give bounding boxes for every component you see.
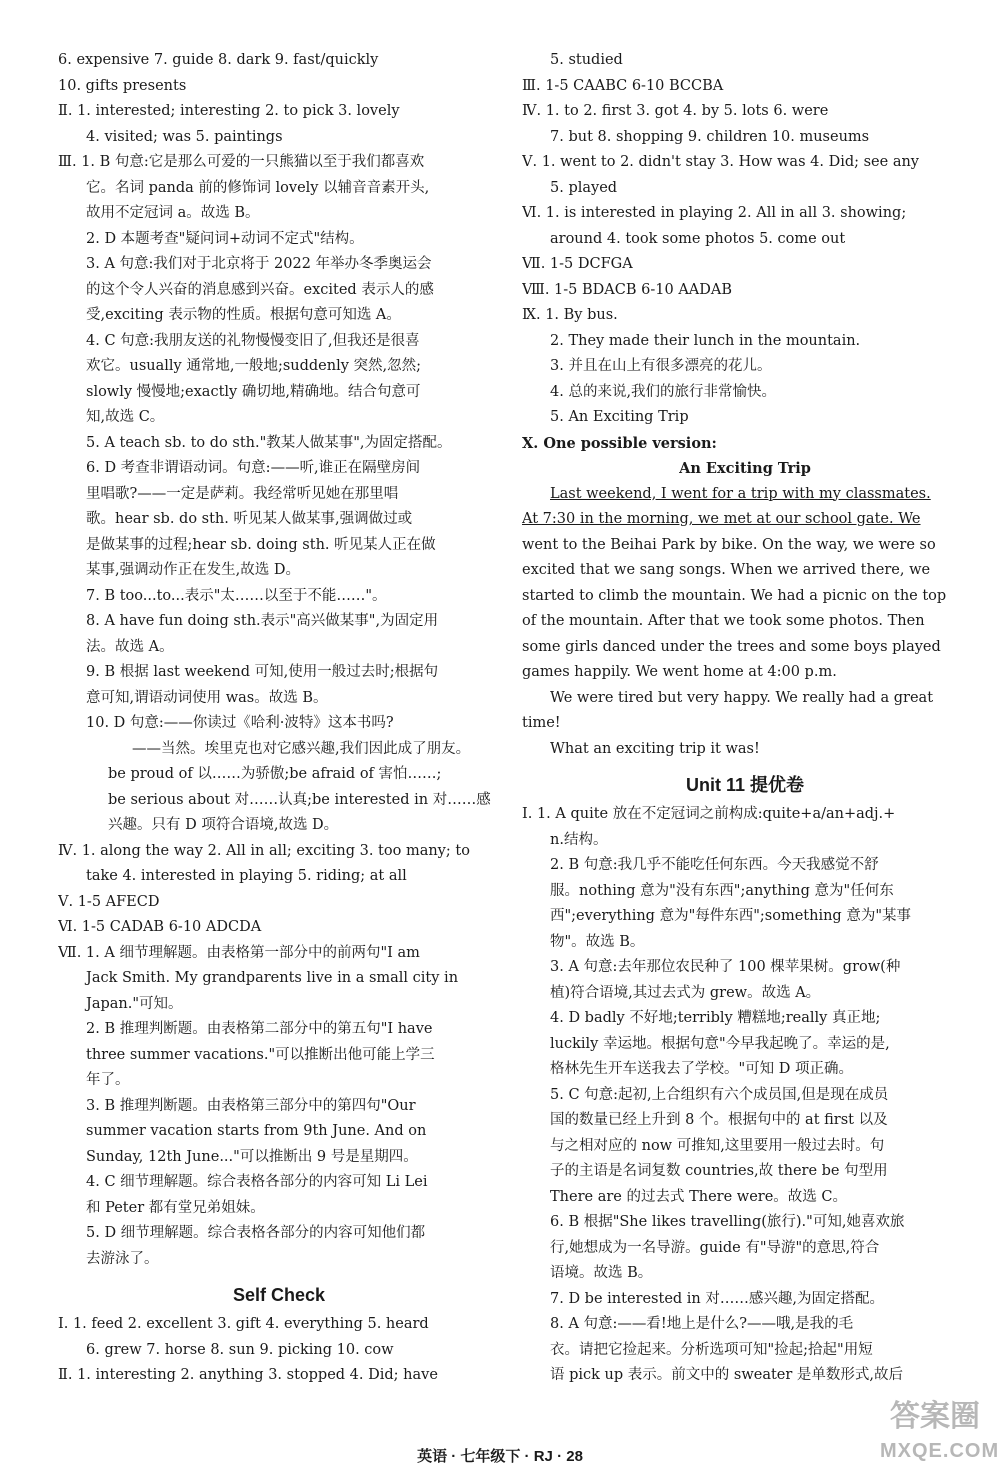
- text-line: 语 pick up 表示。前文中的 sweater 是单数形式,故后: [550, 1367, 904, 1383]
- section-heading: Ⅵ. 1-5 CADAB 6-10 ADCDA: [58, 919, 262, 935]
- text-line: 语境。故选 B。: [550, 1265, 653, 1281]
- essay-line: of the mountain. After that we took some photos. Then: [522, 613, 925, 629]
- text-line: 7. but 8. shopping 9. children 10. museums: [550, 128, 870, 145]
- text-line: three summer vacations."可以推断出他可能上学三: [86, 1046, 435, 1063]
- text-line: 行,她想成为一名导游。guide 有"导游"的意思,符合: [550, 1239, 880, 1256]
- text-line: summer vacation starts from 9th June. And on: [86, 1123, 427, 1139]
- text-line: 西";everything 意为"每件东西";something 意为"某事: [550, 908, 911, 924]
- text-line: n.结构。: [550, 831, 608, 848]
- section-heading: Ⅳ. 1. to 2. first 3. got 4. by 5. lots 6. were: [522, 103, 829, 119]
- text-line: 格林先生开车送我去了学校。"可知 D 项正确。: [550, 1061, 854, 1077]
- essay-line: What an exciting trip it was!: [550, 740, 760, 757]
- text-line: 7. B too...to...表示"太……以至于不能……"。: [86, 587, 387, 604]
- text-line: 6. B 根据"She likes travelling(旅行)."可知,她喜欢旅: [550, 1214, 905, 1230]
- section-heading: Ⅴ. 1-5 AFECD: [58, 893, 160, 910]
- text-line: 6. D 考查非谓语动词。句意:——听,谁正在隔壁房间: [86, 460, 421, 476]
- text-line: 去游泳了。: [86, 1250, 159, 1267]
- text-line: take 4. interested in playing 5. riding; at all: [86, 868, 407, 884]
- watermark-text: 答案圈: [890, 1400, 980, 1433]
- text-line: 意可知,谓语动词使用 was。故选 B。: [86, 689, 328, 706]
- text-line: There are 的过去式 There were。故选 C。: [550, 1188, 848, 1205]
- text-line: 5. C 句意:起初,上合组织有六个成员国,但是现在成员: [550, 1086, 889, 1103]
- left-column: [58, 48, 500, 1389]
- section-heading: Ⅹ. One possible version:: [522, 434, 717, 452]
- text-line: 欢它。usually 通常地,一般地;suddenly 突然,忽然;: [86, 358, 422, 374]
- text-line: 4. visited; was 5. paintings: [86, 128, 283, 145]
- text-line: 和 Peter 都有堂兄弟姐妹。: [86, 1199, 265, 1216]
- text-line: 是做某事的过程;hear sb. doing sth. 听见某人正在做: [86, 536, 436, 553]
- text-line: 8. A have fun doing sth.表示"高兴做某事",为固定用: [86, 613, 439, 629]
- text-line: ——当然。埃里克也对它感兴趣,我们因此成了朋友。: [132, 740, 471, 757]
- section-heading: Ⅶ. 1-5 DCFGA: [522, 256, 633, 272]
- text-line: 兴趣。只有 D 项符合语境,故选 D。: [108, 817, 339, 833]
- text-line: slowly 慢慢地;exactly 确切地,精确地。结合句意可: [86, 383, 421, 400]
- text-line: luckily 幸运地。根据句意"今早我起晚了。幸运的是,: [550, 1035, 890, 1052]
- text-line: 植)符合语境,其过去式为 grew。故选 A。: [550, 984, 821, 1001]
- essay-line: [522, 507, 968, 533]
- text-line: 国的数量已经上升到 8 个。根据句中的 at first 以及: [550, 1112, 888, 1128]
- essay-line: started to climb the mountain. We had a picnic on the top: [522, 587, 947, 604]
- text-line: 6. expensive 7. guide 8. dark 9. fast/quickly: [58, 52, 379, 68]
- text-line: 服。nothing 意为"没有东西";anything 意为"任何东: [550, 882, 894, 899]
- essay-line: excited that we sang songs. When we arrived there, we: [522, 562, 931, 578]
- page-footer: 英语 · 七年级下 · RJ · 28: [417, 1448, 583, 1465]
- text-line: 2. D 本题考查"疑问词+动词不定式"结构。: [86, 230, 364, 247]
- text-line: around 4. took some photos 5. come out: [550, 230, 846, 247]
- essay-line: went to the Beihai Park by bike. On the way, we were so: [522, 536, 936, 553]
- section-heading: Ⅸ. 1. By bus.: [522, 307, 618, 323]
- text-line: 10. D 句意:——你读过《哈利·波特》这本书吗?: [86, 715, 394, 731]
- essay-line: We were tired but very happy. We really had a great: [550, 689, 934, 706]
- text-line: 4. 总的来说,我们的旅行非常愉快。: [550, 383, 777, 400]
- right-column: [522, 48, 968, 1389]
- text-line: 知,故选 C。: [86, 409, 165, 425]
- text-line: 9. B 根据 last weekend 可知,使用一般过去时;根据句: [86, 664, 439, 680]
- section-heading: Ⅵ. 1. is interested in playing 2. All in all 3. showing;: [522, 205, 907, 221]
- text-line: 某事,强调动作正在发生,故选 D。: [86, 562, 300, 578]
- essay-line: games happily. We went home at 4:00 p.m.: [522, 664, 837, 680]
- section-title: Self Check: [232, 1285, 326, 1305]
- text-line: 物"。故选 B。: [550, 933, 645, 950]
- essay-line: some girls danced under the trees and some boys played: [522, 638, 941, 655]
- section-heading: Ⅲ. 1-5 CAABC 6-10 BCCBA: [522, 77, 724, 94]
- text-line: 5. played: [550, 179, 618, 196]
- section-heading: Ⅱ. 1. interested; interesting 2. to pick 3. lovely: [58, 103, 400, 119]
- text-line: 10. gifts presents: [58, 77, 187, 94]
- section-heading: Ⅷ. 1-5 BDACB 6-10 AADAB: [522, 281, 733, 298]
- text-line: 2. B 句意:我几乎不能吃任何东西。今天我感觉不舒: [550, 857, 879, 873]
- text-line: be serious about 对……认真;be interested in 对……感: [108, 791, 491, 808]
- text-line: 它。名词 panda 前的修饰词 lovely 以辅音音素开头,: [86, 179, 430, 196]
- text-line: 受,exciting 表示物的性质。根据句意可知选 A。: [86, 307, 401, 323]
- text-line: Jack Smith. My grandparents live in a small city in: [86, 970, 459, 986]
- text-line: 8. A 句意:——看!地上是什么?——哦,是我的毛: [550, 1316, 854, 1332]
- section-heading: Ⅶ. 1. A 细节理解题。由表格第一部分中的前两句"I am: [58, 944, 420, 961]
- text-line: 子的主语是名词复数 countries,故 there be 句型用: [550, 1163, 888, 1179]
- text-line: 4. C 句意:我朋友送的礼物慢慢变旧了,但我还是很喜: [86, 332, 420, 349]
- text-line: be proud of 以……为骄傲;be afraid of 害怕……;: [108, 766, 442, 782]
- text-line: 5. An Exciting Trip: [550, 409, 689, 425]
- text-line: 故用不定冠词 a。故选 B。: [86, 205, 260, 221]
- text-line: 3. B 推理判断题。由表格第三部分中的第四句"Our: [86, 1097, 416, 1114]
- text-line: 5. A teach sb. to do sth."教某人做某事",为固定搭配。: [86, 434, 452, 451]
- text-line: Japan."可知。: [86, 995, 183, 1012]
- essay-title: An Exciting Trip: [679, 460, 811, 477]
- text-line: 7. D be interested in 对……感兴趣,为固定搭配。: [550, 1290, 884, 1307]
- text-line: 里唱歌?——一定是萨莉。我经常听见她在那里唱: [86, 485, 399, 502]
- text-line: 衣。请把它捡起来。分析选项可知"捡起;拾起"用短: [550, 1341, 873, 1358]
- text-line: 法。故选 A。: [86, 638, 174, 655]
- text-line: Sunday, 12th June..."可以推断出 9 号是星期四。: [86, 1148, 418, 1165]
- watermark-url: MXQE.COM: [880, 1440, 1000, 1462]
- text-line: 6. grew 7. horse 8. sun 9. picking 10. cow: [86, 1341, 394, 1358]
- essay-line: time!: [522, 715, 561, 731]
- text-line: 5. D 细节理解题。综合表格各部分的内容可知他们都: [86, 1225, 426, 1241]
- text-line: 3. A 句意:去年那位农民种了 100 棵苹果树。grow(种: [550, 959, 901, 975]
- text-line: 歌。hear sb. do sth. 听见某人做某事,强调做过或: [86, 511, 413, 527]
- text-line: 年了。: [86, 1072, 130, 1088]
- text-line: 3. A 句意:我们对于北京将于 2022 年举办冬季奥运会: [86, 256, 432, 272]
- section-heading: Ⅰ. 1. A quite 放在不定冠词之前构成:quite+a/an+adj.+: [522, 806, 896, 822]
- text-line: 与之相对应的 now 可推知,这里要用一般过去时。句: [550, 1137, 885, 1154]
- essay-line: Last weekend, I went for a trip with my classmates.: [550, 485, 931, 502]
- text-line: 4. C 细节理解题。综合表格各部分的内容可知 Li Lei: [86, 1174, 428, 1190]
- section-heading: Ⅰ. 1. feed 2. excellent 3. gift 4. everything 5. heard: [58, 1316, 429, 1332]
- text-line: 2. They made their lunch in the mountain.: [550, 332, 861, 349]
- text-line: 2. B 推理判断题。由表格第二部分中的第五句"I have: [86, 1021, 433, 1037]
- text-line: 5. studied: [550, 52, 623, 68]
- section-heading: Ⅳ. 1. along the way 2. All in all; exciting 3. too many; to: [58, 842, 470, 859]
- section-heading: Ⅲ. 1. B 句意:它是那么可爱的一只熊猫以至于我们都喜欢: [58, 154, 425, 170]
- section-heading: Ⅴ. 1. went to 2. didn't stay 3. How was 4. Did; see any: [522, 154, 920, 170]
- text-line: 的这个令人兴奋的消息感到兴奋。excited 表示人的感: [86, 281, 434, 298]
- essay-underlined-text: At 7:30 in the morning, we met at our school gate. We: [522, 511, 921, 527]
- watermark-logo: [880, 1398, 1000, 1474]
- section-heading: Ⅱ. 1. interesting 2. anything 3. stopped 4. Did; have: [58, 1367, 438, 1383]
- section-title: Unit 11 提优卷: [685, 775, 805, 795]
- text-line: 3. 并且在山上有很多漂亮的花儿。: [550, 358, 772, 374]
- text-line: 4. D badly 不好地;terribly 糟糕地;really 真正地;: [550, 1010, 881, 1026]
